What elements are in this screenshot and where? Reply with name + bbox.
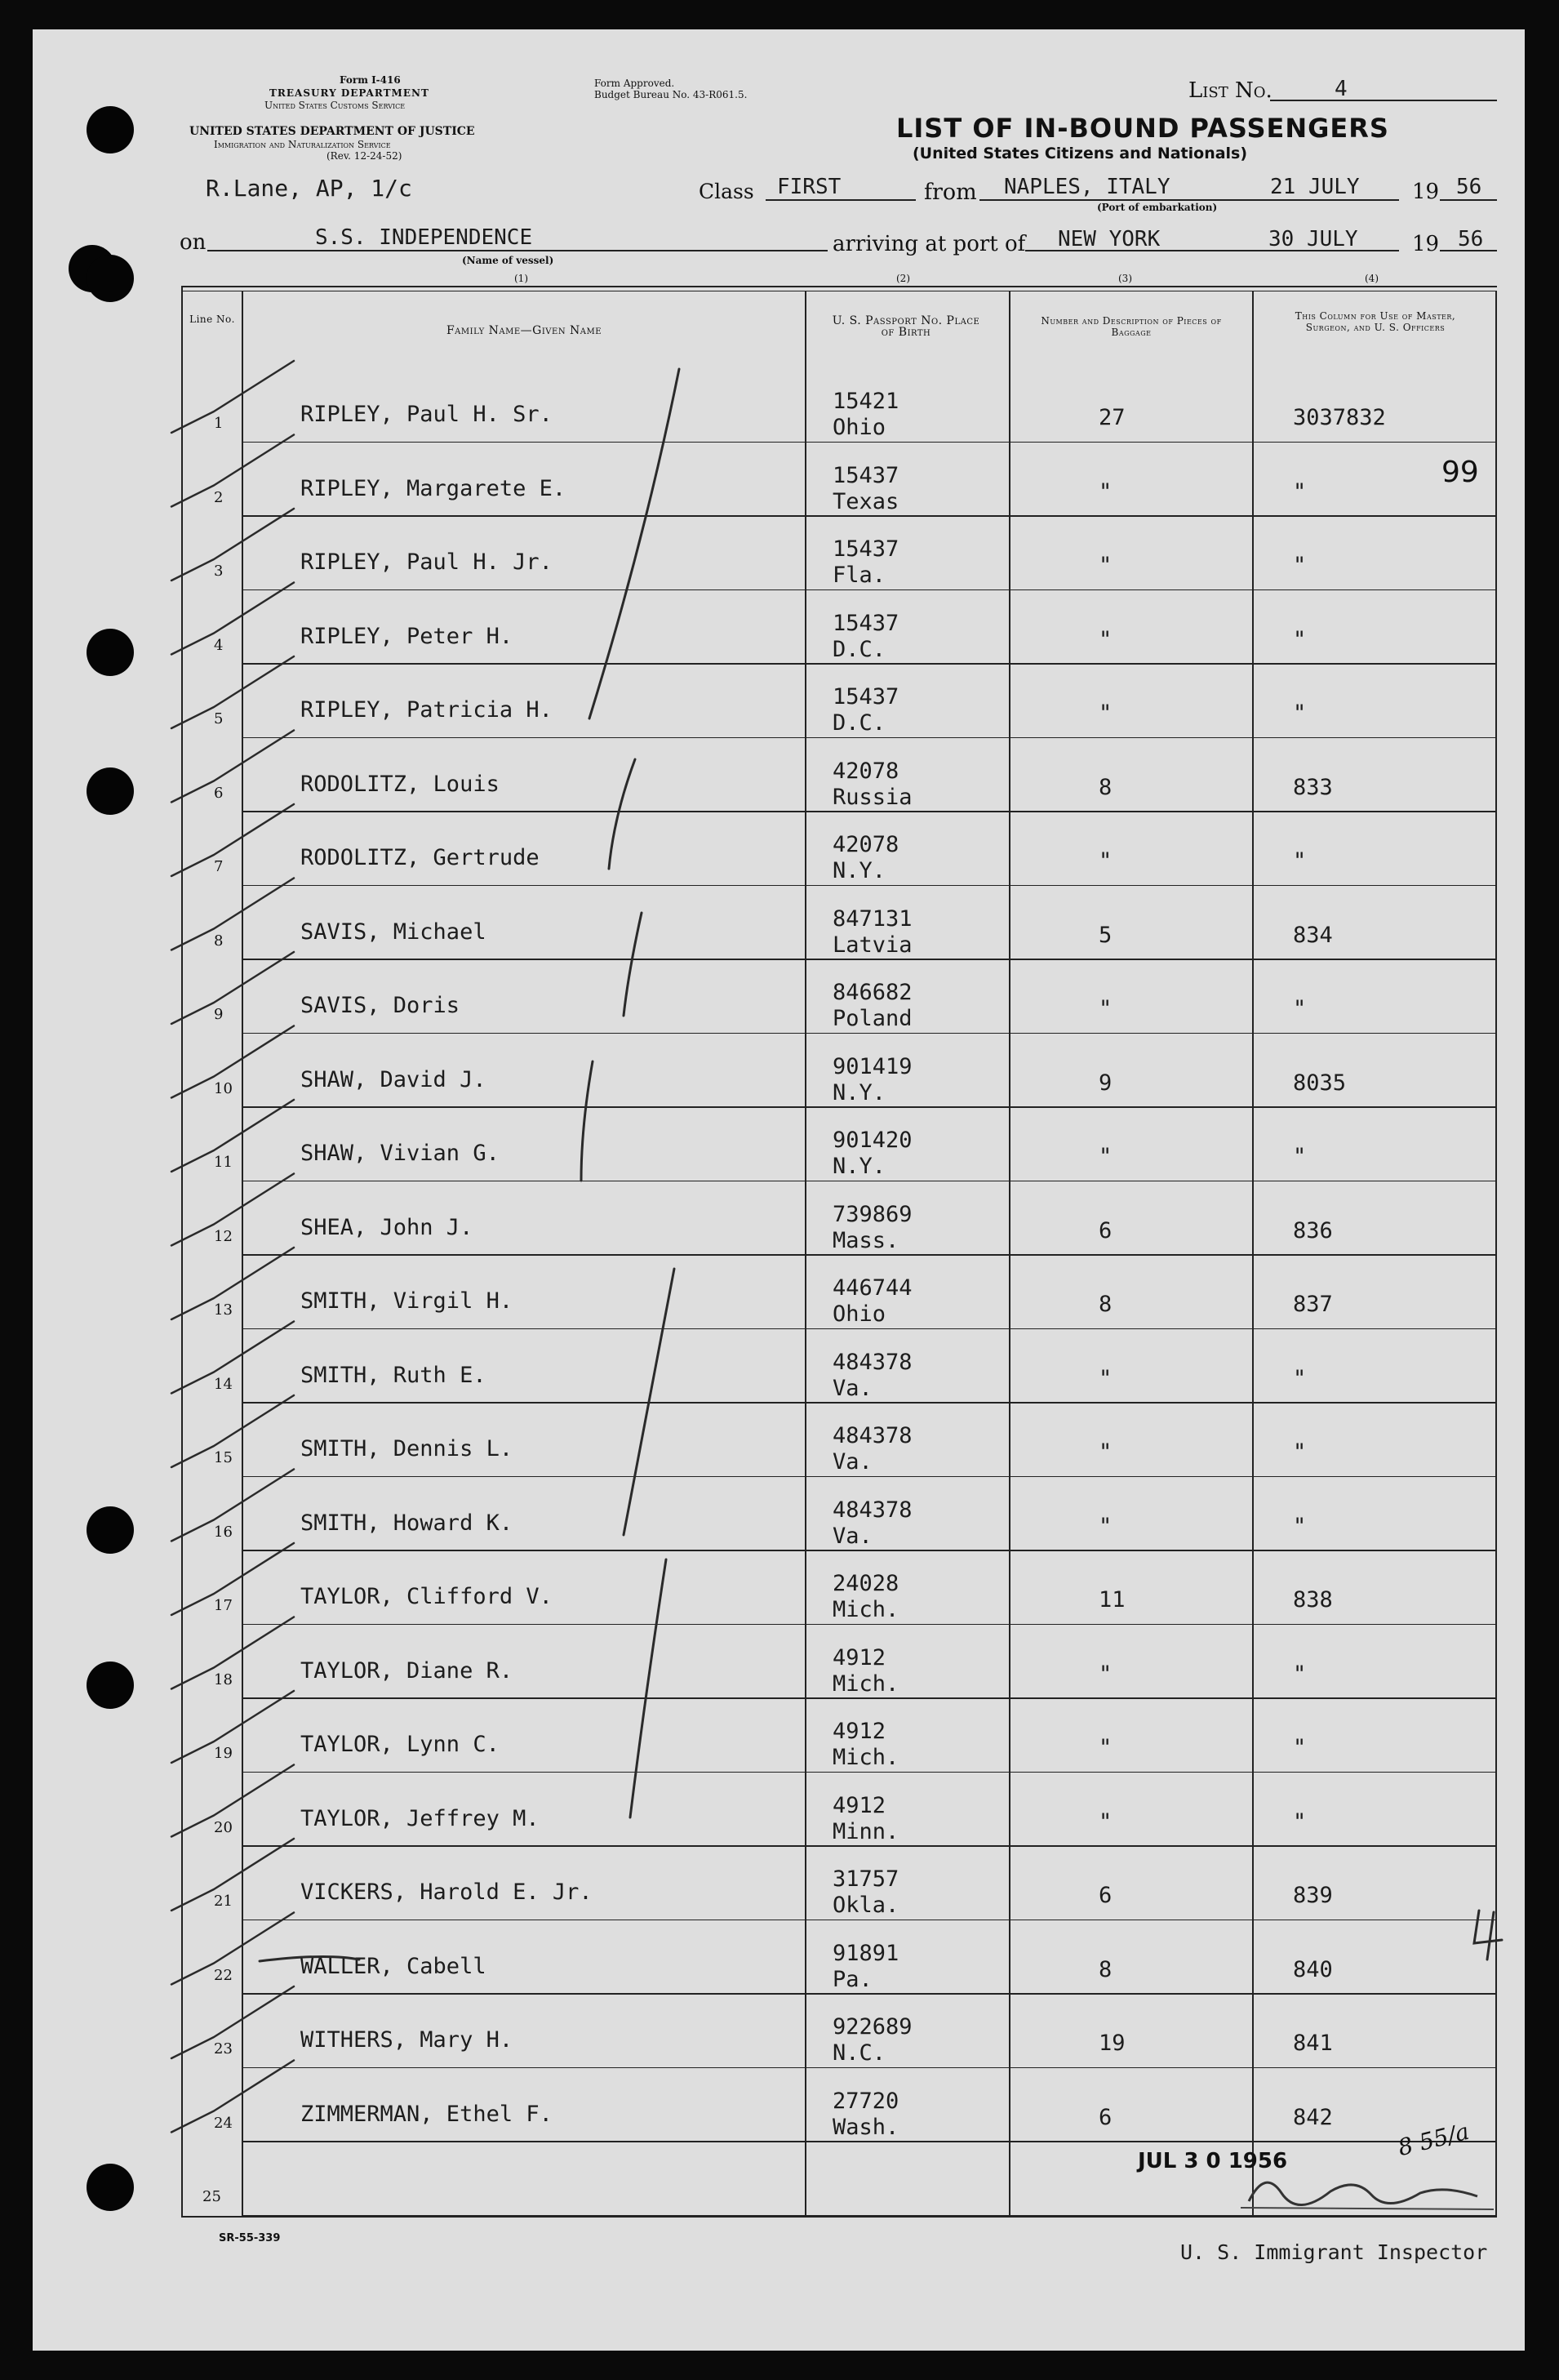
check-mark <box>171 435 294 507</box>
officer-note: 833 <box>1293 774 1333 800</box>
inspector-title: U. S. Immigrant Inspector <box>1180 2240 1488 2264</box>
class-label: Class <box>699 180 754 203</box>
doj-title: UNITED STATES DEPARTMENT OF JUSTICE <box>189 125 475 138</box>
check-mark <box>171 731 294 803</box>
place-of-birth: Mich. <box>833 1670 899 1697</box>
treasury-dept: TREASURY DEPARTMENT <box>269 87 429 99</box>
line-number: 5 <box>214 710 224 727</box>
baggage-count: 19 <box>1099 2031 1126 2056</box>
baggage-count: " <box>1099 1144 1113 1169</box>
budget-bureau: Budget Bureau No. 43-R061.5. <box>594 89 748 100</box>
margin-fraction: 8 55/a <box>1395 2117 1472 2162</box>
customs-service: United States Customs Service <box>264 100 406 111</box>
baggage-count: 9 <box>1099 1070 1113 1096</box>
baggage-count: 8 <box>1099 774 1113 800</box>
place-of-birth: Poland <box>833 1006 913 1031</box>
baggage-count: " <box>1099 848 1113 874</box>
place-of-birth: Texas <box>833 488 899 514</box>
line-number: 7 <box>214 858 224 875</box>
officer-note: " <box>1293 1808 1307 1835</box>
baggage-count: " <box>1099 1808 1113 1835</box>
passenger-name: TAYLOR, Lynn C. <box>300 1732 500 1757</box>
place-of-birth: D.C. <box>833 710 886 736</box>
officer-note: " <box>1293 1513 1307 1539</box>
inspector-signature <box>1233 2160 1502 2218</box>
col-num-3: (3) <box>1118 273 1132 284</box>
embark-date: 21 JULY <box>1270 175 1360 199</box>
officer-note: 8035 <box>1293 1070 1347 1096</box>
baggage-count: " <box>1099 553 1113 578</box>
passport-number: 4912 <box>833 1792 886 1818</box>
officer-note: " <box>1293 848 1307 874</box>
baggage-count: 27 <box>1099 405 1126 430</box>
officer-note: 841 <box>1293 2031 1333 2056</box>
passport-number: 4912 <box>833 1719 886 1744</box>
check-mark <box>171 1765 294 1837</box>
check-mark <box>171 1248 294 1319</box>
check-mark <box>171 2061 294 2133</box>
line-number: 10 <box>214 1079 233 1097</box>
passport-number: 24028 <box>833 1571 899 1596</box>
place-of-birth: N.C. <box>833 2040 886 2066</box>
passenger-name: SMITH, Howard K. <box>300 1510 513 1536</box>
officer-note: 836 <box>1293 1217 1333 1243</box>
baggage-count: " <box>1099 626 1113 652</box>
line-number: 17 <box>214 1597 233 1614</box>
class-value: FIRST <box>777 175 842 199</box>
baggage-count: " <box>1099 996 1113 1021</box>
line-number: 20 <box>214 1818 233 1836</box>
passport-number: 901420 <box>833 1128 913 1153</box>
col-header-line: Line No. <box>189 314 235 325</box>
passport-number: 846682 <box>833 980 913 1005</box>
passport-number: 91891 <box>833 1940 899 1966</box>
place-of-birth: Russia <box>833 784 913 810</box>
baggage-count: 6 <box>1099 2104 1113 2130</box>
line-number: 21 <box>214 1893 233 1910</box>
page-title: LIST OF IN-BOUND PASSENGERS <box>896 113 1389 144</box>
check-mark <box>171 1322 294 1394</box>
margin-four-mark <box>1474 1911 1502 1960</box>
officer-note: " <box>1293 996 1307 1021</box>
line-number: 4 <box>214 636 224 654</box>
check-mark <box>171 1913 294 1985</box>
officer-note: " <box>1293 478 1307 505</box>
port-caption: (Port of embarkation) <box>1097 202 1218 213</box>
from-label: from <box>924 180 977 205</box>
bracket-smith <box>624 1269 674 1535</box>
passport-number: 484378 <box>833 1349 913 1375</box>
check-mark <box>171 1174 294 1246</box>
vessel-caption: (Name of vessel) <box>462 255 554 266</box>
check-mark <box>171 1986 294 2058</box>
line-number: 9 <box>214 1006 224 1023</box>
baggage-count: 6 <box>1099 1217 1113 1243</box>
arriving-label: arriving at port of <box>833 232 1026 256</box>
check-mark <box>171 1543 294 1615</box>
preparer: R.Lane, AP, 1/c <box>206 175 412 202</box>
place-of-birth: Va. <box>833 1375 873 1401</box>
form-approved: Form Approved. <box>594 78 675 89</box>
line-number: 25 <box>202 2188 221 2205</box>
bracket-ripley <box>589 369 679 718</box>
on-label: on <box>180 230 207 255</box>
passenger-name: RODOLITZ, Louis <box>300 771 500 797</box>
place-of-birth: Mich. <box>833 1597 899 1622</box>
check-mark <box>171 656 294 728</box>
line-number: 18 <box>214 1670 233 1688</box>
passenger-name: TAYLOR, Clifford V. <box>300 1584 553 1609</box>
line-number: 22 <box>214 1966 233 1984</box>
embark-year-prefix: 19 <box>1412 180 1440 204</box>
bracket-rodolitz <box>609 759 635 869</box>
baggage-count: " <box>1099 1365 1113 1391</box>
passenger-name: RODOLITZ, Gertrude <box>300 845 540 870</box>
check-mark <box>171 1395 294 1467</box>
passenger-name: ZIMMERMAN, Ethel F. <box>300 2101 553 2127</box>
passport-number: 484378 <box>833 1497 913 1523</box>
line-number: 15 <box>214 1449 233 1466</box>
place-of-birth: Wash. <box>833 2114 899 2140</box>
baggage-count: " <box>1099 1735 1113 1760</box>
officer-note: " <box>1293 701 1307 726</box>
check-mark <box>171 1100 294 1172</box>
line-number: 1 <box>214 415 224 432</box>
passenger-name: SAVIS, Michael <box>300 919 486 945</box>
place-of-birth: Fla. <box>833 563 886 588</box>
place-of-birth: Va. <box>833 1449 873 1475</box>
passport-number: 15437 <box>833 536 899 562</box>
check-mark <box>171 1839 294 1911</box>
check-mark <box>171 1617 294 1689</box>
passenger-name: RIPLEY, Patricia H. <box>300 697 553 723</box>
officer-note: " <box>1293 1439 1307 1465</box>
bracket-savis <box>624 913 642 1016</box>
line-number: 19 <box>214 1745 233 1762</box>
col-num-2: (2) <box>896 273 910 284</box>
place-of-birth: Mass. <box>833 1227 899 1253</box>
passport-number: 446744 <box>833 1275 913 1301</box>
place-of-birth: Ohio <box>833 415 886 440</box>
baggage-count: 11 <box>1099 1587 1126 1613</box>
col-header-baggage: Number and Description of Pieces of Baggage <box>1041 315 1222 338</box>
passenger-name: SHAW, David J. <box>300 1066 486 1092</box>
line-number: 12 <box>214 1227 233 1245</box>
place-of-birth: Pa. <box>833 1966 873 1992</box>
col-header-officers: This Column for Use of Master, Surgeon, and U. S. Officers <box>1295 310 1456 333</box>
line-number: 8 <box>214 932 224 950</box>
officer-note: 838 <box>1293 1587 1333 1613</box>
col-num-4: (4) <box>1365 273 1379 284</box>
baggage-count: " <box>1099 701 1113 726</box>
place-of-birth: Minn. <box>833 1818 899 1844</box>
footer-code: SR-55-339 <box>219 2232 281 2244</box>
line-number: 13 <box>214 1301 233 1319</box>
officer-note: " <box>1293 626 1307 652</box>
arrival-year-prefix: 19 <box>1412 232 1440 256</box>
baggage-count: " <box>1099 478 1113 505</box>
date-stamp: JUL 3 0 1956 <box>1138 2149 1288 2173</box>
place-of-birth: D.C. <box>833 636 886 662</box>
place-of-birth: Latvia <box>833 932 913 958</box>
officer-note: " <box>1293 1144 1307 1169</box>
officer-note: 842 <box>1293 2104 1333 2130</box>
line-number: 3 <box>214 563 224 580</box>
col-header-name: Family Name—Given Name <box>446 324 602 337</box>
place-of-birth: N.Y. <box>833 1154 886 1179</box>
line-number: 6 <box>214 784 224 802</box>
baggage-count: " <box>1099 1661 1113 1687</box>
bracket-shaw <box>581 1061 593 1181</box>
list-no-label: List No. <box>1188 78 1273 103</box>
place-of-birth: Ohio <box>833 1301 886 1327</box>
bracket-taylor <box>630 1559 666 1817</box>
line-number: 23 <box>214 2040 233 2057</box>
officer-note: " <box>1293 1365 1307 1391</box>
passport-number: 15437 <box>833 684 899 710</box>
baggage-count: 5 <box>1099 922 1113 948</box>
arrival-port: NEW YORK <box>1058 227 1161 251</box>
line-number: 2 <box>214 488 224 506</box>
passenger-name: RIPLEY, Peter H. <box>300 623 513 649</box>
passport-number: 15421 <box>833 389 899 414</box>
list-no-value: 4 <box>1335 77 1348 101</box>
passport-number: 42078 <box>833 832 899 857</box>
baggage-count: 6 <box>1099 1883 1113 1908</box>
passenger-name: SHAW, Vivian G. <box>300 1141 500 1166</box>
officer-note: 834 <box>1293 922 1333 948</box>
baggage-count: " <box>1099 1439 1113 1465</box>
place-of-birth: Va. <box>833 1523 873 1549</box>
col-header-passport: U. S. Passport No. Place of Birth <box>832 314 980 339</box>
passenger-name: RIPLEY, Paul H. Jr. <box>300 549 553 575</box>
passenger-name: SAVIS, Doris <box>300 993 460 1018</box>
passenger-name: RIPLEY, Margarete E. <box>300 475 566 501</box>
arrival-year: 56 <box>1458 227 1484 251</box>
check-mark <box>171 361 294 433</box>
place-of-birth: N.Y. <box>833 858 886 883</box>
page-subtitle: (United States Citizens and Nationals) <box>913 145 1248 162</box>
passenger-name: WALLER, Cabell <box>300 1953 486 1979</box>
officer-note: " <box>1293 553 1307 578</box>
passenger-name: SMITH, Ruth E. <box>300 1362 486 1388</box>
arrival-date: 30 JULY <box>1268 227 1358 251</box>
passenger-name: RIPLEY, Paul H. Sr. <box>300 402 553 427</box>
baggage-count: 8 <box>1099 1292 1113 1317</box>
passport-number: 847131 <box>833 905 913 932</box>
embark-year: 56 <box>1456 175 1482 199</box>
passport-number: 15437 <box>833 610 899 636</box>
passenger-name: WITHERS, Mary H. <box>300 2027 513 2053</box>
officer-note: 3037832 <box>1293 405 1386 430</box>
margin-note-99: 99 <box>1441 456 1479 489</box>
officer-note: " <box>1293 1661 1307 1687</box>
check-mark <box>171 1470 294 1541</box>
check-mark <box>171 583 294 655</box>
passenger-name: SMITH, Dennis L. <box>300 1436 513 1461</box>
place-of-birth: N.Y. <box>833 1079 886 1105</box>
check-mark <box>171 509 294 581</box>
line-number: 14 <box>214 1375 233 1393</box>
ins-title: Immigration and Naturalization Service <box>214 139 391 150</box>
passport-number: 901419 <box>833 1053 913 1079</box>
baggage-count: 8 <box>1099 1956 1113 1982</box>
passport-number: 42078 <box>833 758 899 784</box>
officer-note: " <box>1293 1735 1307 1760</box>
place-of-birth: Mich. <box>833 1745 899 1770</box>
check-mark <box>171 1691 294 1763</box>
form-number: Form I-416 <box>340 74 401 86</box>
line-number: 24 <box>214 2114 233 2132</box>
passport-number: 15437 <box>833 462 899 488</box>
revision: (Rev. 12-24-52) <box>326 150 402 162</box>
passport-number: 484378 <box>833 1423 913 1448</box>
passport-number: 31757 <box>833 1866 899 1892</box>
check-mark <box>171 879 294 950</box>
passenger-name: TAYLOR, Jeffrey M. <box>300 1805 540 1831</box>
col-num-1: (1) <box>514 273 528 284</box>
passport-number: 4912 <box>833 1644 886 1670</box>
passport-number: 922689 <box>833 2014 913 2040</box>
passenger-name: TAYLOR, Diane R. <box>300 1657 513 1684</box>
check-mark <box>171 804 294 876</box>
place-of-birth: Okla. <box>833 1893 899 1918</box>
passport-number: 27720 <box>833 2088 899 2114</box>
passenger-name: VICKERS, Harold E. Jr. <box>300 1880 593 1905</box>
officer-note: 839 <box>1293 1883 1333 1908</box>
check-mark <box>171 1026 294 1098</box>
strike-waller <box>260 1956 359 1961</box>
baggage-count: " <box>1099 1513 1113 1539</box>
line-number: 16 <box>214 1523 233 1541</box>
from-port: NAPLES, ITALY <box>1004 175 1170 199</box>
passenger-name: SMITH, Virgil H. <box>300 1288 513 1314</box>
line-number: 11 <box>214 1154 233 1171</box>
passport-number: 739869 <box>833 1201 913 1227</box>
officer-note: 837 <box>1293 1292 1333 1317</box>
passenger-name: SHEA, John J. <box>300 1214 473 1240</box>
check-mark <box>171 952 294 1024</box>
officer-note: 840 <box>1293 1956 1333 1982</box>
vessel-name: S.S. INDEPENDENCE <box>315 225 533 250</box>
